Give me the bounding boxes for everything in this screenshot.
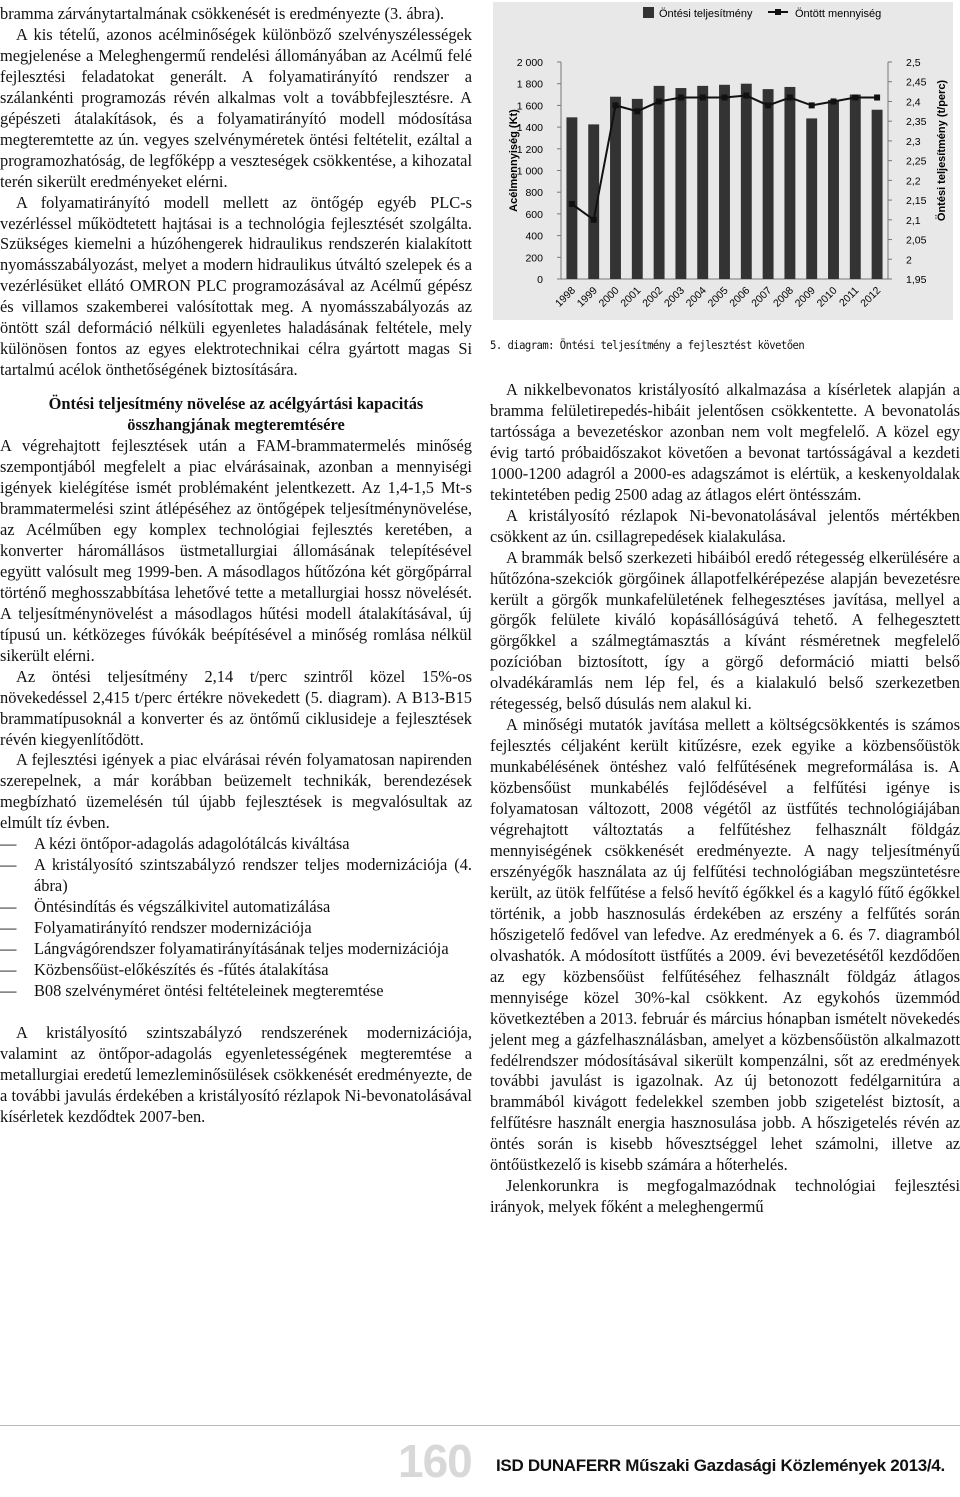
paragraph: A nikkelbevonatos kristályosító alkalmazása a kísérletek alapján a bramma felületirepedés-hibáit jelentősen csökkentette. A bevonatolás tartóssága a bevezetéskor azonban nem volt megfelelő. A közel egy évig tartó próbaidőszakot követően a bevonat tartósságával a kezdeti 1000-1200 adagról a 2000-es adagszámot is elértük, a keskenyoldalak tekintetében pedig 2500 adag az átlagos elért öntésszám. [490, 380, 960, 504]
paragraph: A folyamatirányító modell mellett az öntőgép egyéb PLC-s vezérléssel működtetett hajtásai is a technológia fejlesztését szolgálta. Szükséges kiemelni a húzóhengerek hidraulikus rendszerén kialakított nyomásszabályozást, melyet a modern hidraulikus útváltó szelepek és a vezérlésüket ellátó OMRON PLC programozásával az Acélmű gépész és villamos szakemberei valósítottak meg. A nyomásszabályozás az öntött szál deformáció nélküli egyenletes haladásának feltétele, mely különösen fontos az egyes elektrotechnikai célra gyártott magas Si tartalmú acélok önthetőségének biztosítására. [0, 192, 472, 380]
list-item-text: B08 szelvényméret öntési feltételeinek megteremtése [34, 980, 384, 1000]
bar [566, 117, 577, 279]
list-item-text: Folyamatirányító rendszer modernizációja [34, 918, 312, 938]
bar [675, 88, 686, 279]
y-right-tick-label: 2 [906, 254, 912, 267]
paragraph-gap [0, 1002, 472, 1023]
x-tick-label: 2011 [836, 284, 862, 310]
y-right-tick-label: 1,95 [906, 274, 927, 286]
line-point [634, 108, 640, 114]
legend-line-marker [775, 9, 781, 15]
paragraph: A kis tételű, azonos acélminőségek különböző szelvényszélességek megjelenése a Meleghengermű rendelési állományában az Acélmű felé fejlesztési feladatokat generált. A folyamatirányító rendszer a szálankénti programozás révén alkalmas volt a továbbfejlesztésre. A gépészeti átalakítások, és a folyamatirányító modell módosítása megteremtette az ún. vegyes szelvényméretek öntési feltételit, ezáltal a programozhatóság, de legfőképp a veszteségek csökkentése, a kihozatal terén sikerült eredményeket elérni. [0, 24, 472, 191]
list-item-text: A kristályosító szintszabályzó rendszer teljes modernizációja (4. ábra) [34, 855, 472, 896]
bar [784, 87, 795, 279]
paragraph: A brammák belső szerkezeti hibáiból eredő rétegesség elkerülésére a hűtőzóna-szekciók görgőinek állapotfelkérépezése alapján bevezetésre került a görgők munkafelületének felhegesztéses javítása, mellyel a görgők felülete kiváló kopásállóságúvá tehető. A felhegesztett görgőkkel a szálmegtámasztás a kívánt résméretnek megfelelő pozícióban biztosított, így a görgő deformáció miatti belső olvadékáramlás nem lép fel, és a kialakuló belső szerkezetben rétegesség, belső dúsulás nem alakul ki. [490, 547, 960, 714]
line-point [743, 93, 749, 99]
bar [828, 100, 839, 279]
x-tick-label: 2000 [596, 284, 622, 310]
x-tick-label: 2006 [727, 284, 753, 310]
dash-bullet: — [0, 959, 17, 979]
list-item [0, 918, 472, 939]
y-axis-title: Acélmennyiség (Kt) [508, 109, 520, 212]
bar [741, 84, 752, 279]
x-tick-label: 2003 [662, 284, 688, 310]
paragraph: A végrehajtott fejlesztések után a FAM-brammatermelés minőség szempontjából megfelelt a piac elvárásainak, azonban a mennyiségi igények kielégítése ismét problémaként jelentkezett. Az 1,4-1,5 Mt-s brammatermelési szint átlépéséhez az öntőgépek teljesítménynövelése, az Acélműben egy komplex technológiai fejlesztés keretében, a konverter háromállásos üstmetallurgiai állomásának telepítésével együtt valósult meg 1999-ben. A másodlagos hűtőzóna két görgőpárral történő meghosszabbítása lehetővé tette a metallurgiai hossz növelését. A teljesítménynövelést a másodlagos hűtési modell átalakításával, új típusú un. kétközeges fúvókák beépítésével a minőség romlása nélkül sikerült elérni. [0, 436, 472, 665]
x-tick-label: 2002 [640, 284, 666, 310]
bullet-list [0, 834, 472, 1002]
paragraph: A fejlesztési igények a piac elvárásai révén folyamatosan napirenden szerepelnek, a már korábban beüzemelt technikák, berendezések megbízható üzemelésén túl újabb fejlesztések is megvalósultak az elmúlt tíz évben. [0, 750, 472, 833]
y-tick-label: 1 200 [516, 143, 543, 156]
dash-bullet: — [0, 918, 17, 938]
y-right-tick-label: 2,3 [906, 135, 921, 148]
y-right-tick-label: 2,4 [906, 96, 921, 109]
dash-bullet: — [0, 834, 17, 854]
list-item [0, 960, 472, 981]
line-point [656, 98, 662, 104]
y-tick-label: 1 000 [516, 165, 543, 178]
left-paragraphs-after-heading [0, 436, 472, 834]
line-point [852, 95, 858, 101]
figure-caption: 5. diagram: Öntési teljesítmény a fejlesztést követően [490, 338, 805, 352]
y-right-axis-title: Öntési teljesítmény (t/perc) [936, 79, 948, 222]
y-right-tick-label: 2,05 [906, 234, 927, 247]
y-right-tick-label: 2,35 [906, 116, 927, 129]
bar [697, 86, 708, 279]
list-item [0, 981, 472, 1002]
y-tick-label: 1 400 [516, 122, 543, 135]
bar [719, 85, 730, 279]
x-tick-label: 1998 [553, 284, 579, 310]
list-item [0, 897, 472, 918]
y-tick-label: 1 800 [516, 78, 543, 91]
bar [872, 110, 883, 279]
line-point [809, 102, 815, 108]
closing-paragraph: A kristályosító szintszabályzó rendszerének modernizációja, valamint az öntőpor-adagolás egyenletességének megteremtése a metallurgiai eredetű lemezleminősülések csökkenését eredményezte, de a további javulás érdekében a kristályosító rézlapok Ni-bevonatolásával kísérletek kezdődtek 2007-ben. [0, 1022, 472, 1126]
paragraph: bramma zárványtartalmának csökkenését is eredményezte (3. ábra). [0, 4, 445, 23]
x-tick-label: 2008 [771, 284, 797, 310]
line-point [831, 98, 837, 104]
dash-bullet: — [0, 980, 17, 1000]
line-point [787, 95, 793, 101]
bar [632, 99, 643, 279]
bar [806, 118, 817, 279]
paragraph: A kristályosító rézlapok Ni-bevonatolásával jelentős mértékben csökkent az ún. csillagrepedések kialakulása. [490, 505, 960, 546]
y-right-tick-label: 2,45 [906, 76, 927, 89]
paragraph: A minőségi mutatók javítása mellett a költségcsökkentés is számos fejlesztés céljaként került kitűzésre, ezek egyike a közbensőüstök munkabélésének öntéshez való felfűtésének megreformálása is. A közbensőüst munkabélés fejlődésével a felfűtési igénye is folyamatosan változott, 2008 végétől az üstfűtés technológiájában végrehajtott változtatás a felfűtéshez felhasznált földgáz mennyiségének csökkenését eredményezte. A nagy teljesítményű erszényégők használata az új felfűtési technológiában megszüntetésre került, az ütök felfűtése a felső hevítő égőkkel és a kagyló fűtő égőkkel történik, a jobb hasznosulás érdekében az erszény a felfűtés során hőszigetelő fedővel van lefedve. Az eredmények a 6. és 7. diagramból olvashatók. A módosított üstfűtés a 2009. évi bevezetésétől kezdődően az egy közbensőüst felfűtéséhez felhasznált földgáz átlagos mennyisége közel 30%-kal csökkent. Az egykohós üzemmód következtében a 2013. február és március hónapban ismételt növekedés jelent meg a gázfelhasználásban, amelyet a közbensőüstön alkalmazott fedélrendszer módosításával sikerült kompenzálni, sőt az eredmények további javulást is igazolnak. Az új betonozott fedélgarnitúra a brammából kivágott fedelekkel szemben jobb szigetelést biztosít, a felfűtésre használt energia hasznosulása jobb. A hőszigetelés révén az öntés során is kisebb hővesztséggel lehet számolni, illetve az öntőüstkezelő is kisebb számára a hőterhelés. [490, 715, 960, 1175]
y-tick-label: 400 [525, 230, 543, 243]
list-item [0, 939, 472, 960]
line-point [678, 95, 684, 101]
footer-divider [0, 1425, 960, 1426]
x-tick-label: 2012 [858, 284, 884, 310]
y-right-tick-label: 2,25 [906, 155, 927, 168]
line-point [722, 95, 728, 101]
y-tick-label: 800 [525, 187, 543, 200]
y-tick-label: 0 [537, 274, 543, 286]
legend-label: Öntési teljesítmény [659, 8, 753, 20]
section-heading: Öntési teljesítmény növelése az acélgyártási kapacitás összhangjának megteremtésére [48, 394, 424, 435]
y-tick-label: 600 [525, 208, 543, 221]
y-tick-label: 200 [525, 252, 543, 265]
y-right-tick-label: 2,5 [906, 57, 921, 69]
y-tick-label: 2 000 [516, 57, 543, 69]
bar [654, 86, 665, 279]
paragraph: Az öntési teljesítmény 2,14 t/perc szintről közel 15%-os növekedéssel 2,415 t/perc értékre növekedett (5. diagram). A B13-B15 brammatípusoknál a konverter és az öntőmű ciklusideje a fejlesztések révén kiegyenlítődött. [0, 666, 472, 749]
line-point [700, 95, 706, 101]
x-tick-label: 2009 [792, 284, 818, 310]
bar [850, 95, 861, 279]
line-point [613, 102, 619, 108]
y-right-tick-label: 2,15 [906, 195, 927, 208]
list-item [0, 855, 472, 897]
bar [763, 89, 774, 279]
list-item [0, 834, 472, 855]
legend-label: Öntött mennyiség [795, 8, 882, 20]
paragraph: Jelenkorunkra is megfogalmazódnak technológiai fejlesztési irányok, melyek főként a meleghengermű [490, 1176, 960, 1217]
bar-line-chart [493, 2, 953, 320]
line-point [569, 201, 575, 207]
y-tick-label: 1 600 [516, 100, 543, 113]
line-point [591, 217, 597, 223]
line-point [874, 95, 880, 101]
dash-bullet: — [0, 939, 17, 959]
journal-title: ISD DUNAFERR Műszaki Gazdasági Közlemények 2013/4. [496, 1456, 945, 1475]
left-text-column [0, 4, 472, 1128]
y-right-tick-label: 2,1 [906, 214, 921, 227]
x-tick-label: 2001 [618, 284, 644, 310]
x-tick-label: 1999 [574, 284, 600, 310]
dash-bullet: — [0, 855, 17, 875]
x-tick-label: 2010 [814, 284, 840, 310]
left-paragraphs [0, 4, 472, 381]
legend-bar-swatch [643, 7, 654, 18]
figure-chart [493, 2, 953, 320]
y-right-tick-label: 2,2 [906, 175, 921, 188]
list-item-text: Lángvágórendszer folyamatirányításának teljes modernizációja [34, 939, 449, 959]
line-point [765, 102, 771, 108]
x-tick-label: 2007 [749, 284, 775, 310]
right-text-column [490, 380, 960, 1218]
dash-bullet: — [0, 897, 17, 917]
list-item-text: Közbensőüst-előkészítés és -fűtés átalakítása [34, 959, 329, 979]
page-number: 160 [398, 1435, 472, 1487]
list-item-text: A kézi öntőpor-adagolás adagolótálcás kiváltása [34, 834, 350, 854]
x-tick-label: 2004 [683, 284, 709, 310]
list-item-text: Öntésindítás és végszálkivitel automatizálása [34, 897, 331, 917]
x-tick-label: 2005 [705, 284, 731, 310]
